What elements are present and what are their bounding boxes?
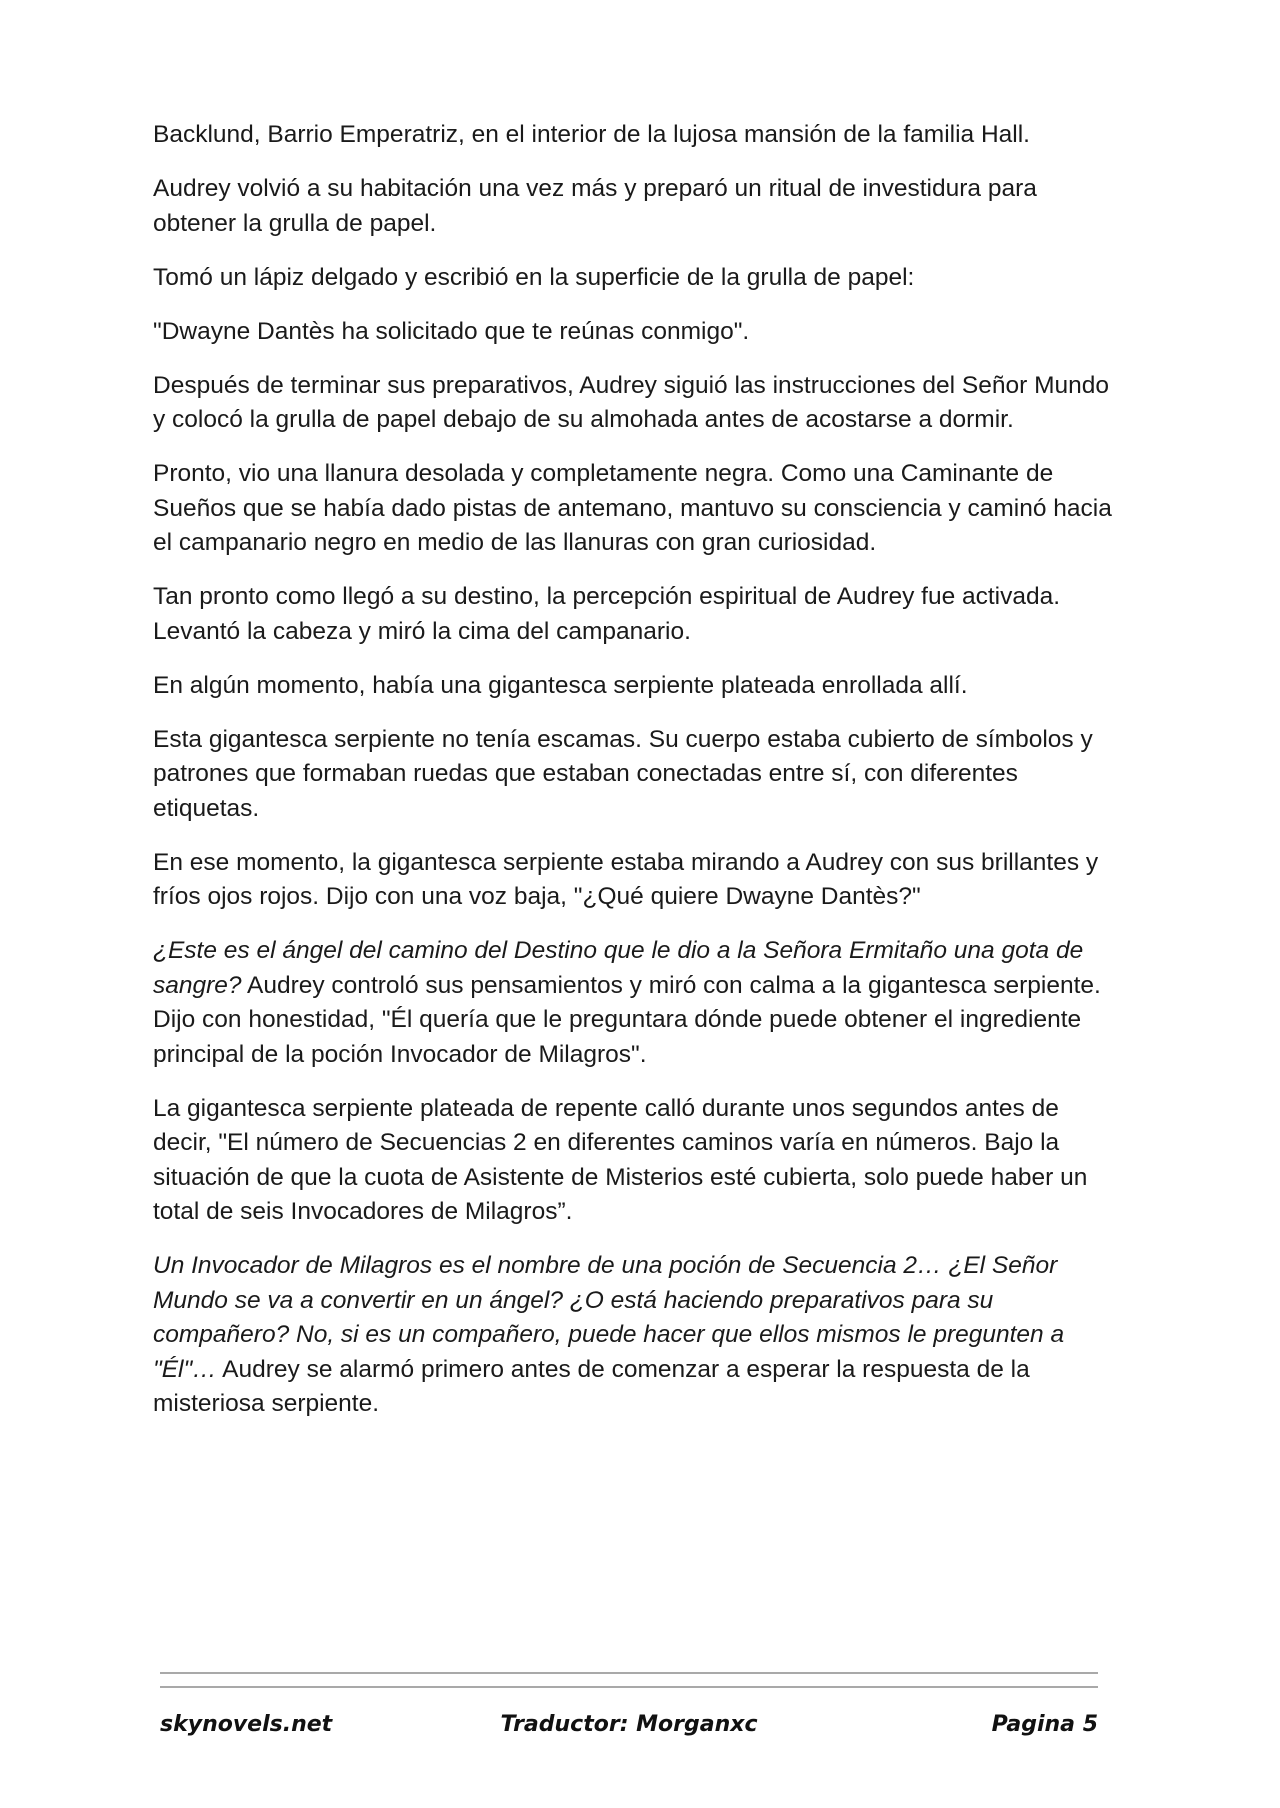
paragraph-3 — [153, 261, 1113, 296]
paragraph-text: Backlund, Barrio Emperatriz, en el interior de la lujosa mansión de la familia Hall. — [153, 121, 1030, 148]
paragraph-9 — [153, 723, 1113, 827]
paragraph-2 — [153, 172, 1113, 241]
paragraph-4 — [153, 315, 1113, 350]
paragraph-text: Audrey controló sus pensamientos y miró con calma a la gigantesca serpiente. Dijo con honestidad, "Él quería que le preguntara dónde puede obtener el ingrediente principal de la poción Invocador de Milagros". — [153, 971, 1101, 1068]
footer-page-number: Pagina 5 — [991, 1712, 1098, 1737]
footer-translator: Traductor: Morganxc — [500, 1712, 758, 1737]
paragraph-italic-text: Un Invocador de Milagros es el nombre de una poción de Secuencia 2… ¿El Señor Mundo se va a convertir en un ángel? ¿O está haciendo preparativos para su compañero? No, si es un compañero, puede hacer que ellos mismos le pregunten a "Él"… — [153, 1252, 1065, 1383]
paragraph-italic-text: ¿Este es el ángel del camino del Destino que le dio a la Señora Ermitaño una gota de sangre? — [153, 937, 1084, 999]
paragraph-text: Tomó un lápiz delgado y escribió en la superficie de la grulla de papel: — [153, 263, 915, 291]
paragraph-text: Esta gigantesca serpiente no tenía escamas. Su cuerpo estaba cubierto de símbolos y patrones que formaban ruedas que estaban conectadas entre sí, con diferentes etiquetas. — [153, 725, 1093, 822]
paragraph-text: Tan pronto como llegó a su destino, la percepción espiritual de Audrey fue activada. Levantó la cabeza y miró la cima del campanario. — [153, 583, 1061, 645]
paragraph-11 — [153, 934, 1113, 1072]
paragraph-12 — [153, 1092, 1113, 1230]
footer-site: skynovels.net — [160, 1712, 333, 1737]
paragraph-1 — [153, 118, 1113, 153]
paragraph-text: En ese momento, la gigantesca serpiente estaba mirando a Audrey con sus brillantes y fríos ojos rojos. Dijo con una voz baja, "¿Qué quiere Dwayne Dantès?" — [153, 848, 1099, 910]
paragraph-10 — [153, 846, 1113, 915]
footer-divider-bottom — [160, 1686, 1098, 1688]
paragraph-text: La gigantesca serpiente plateada de repente calló durante unos segundos antes de decir, "El número de Secuencias 2 en diferentes caminos varía en números. Bajo la situación de que la cuota de Asistente de Misterios esté cubierta, solo puede haber un total de seis Invocadores de Milagros”. — [153, 1094, 1088, 1225]
paragraph-text: Audrey se alarmó primero antes de comenzar a esperar la respuesta de la misteriosa serpiente. — [153, 1355, 1030, 1417]
paragraph-text: Audrey volvió a su habitación una vez más y preparó un ritual de investidura para obtener la grulla de papel. — [153, 175, 1037, 237]
paragraph-text: "Dwayne Dantès ha solicitado que te reúnas conmigo". — [153, 317, 750, 345]
paragraph-8 — [153, 669, 1113, 704]
paragraph-text: Pronto, vio una llanura desolada y completamente negra. Como una Caminante de Sueños que se había dado pistas de antemano, mantuvo su consciencia y caminó hacia el campanario negro en medio de las llanuras con gran curiosidad. — [153, 460, 1112, 556]
page-footer — [160, 1712, 1098, 1746]
paragraph-7 — [153, 580, 1113, 649]
page-body — [153, 118, 1113, 1441]
paragraph-6 — [153, 457, 1113, 561]
paragraph-13 — [153, 1249, 1113, 1422]
paragraph-5 — [153, 369, 1113, 438]
paragraph-text: Después de terminar sus preparativos, Audrey siguió las instrucciones del Señor Mundo y colocó la grulla de papel debajo de su almohada antes de acostarse a dormir. — [153, 371, 1110, 433]
paragraph-text: En algún momento, había una gigantesca serpiente plateada enrollada allí. — [153, 671, 968, 699]
footer-divider-top — [160, 1672, 1098, 1674]
